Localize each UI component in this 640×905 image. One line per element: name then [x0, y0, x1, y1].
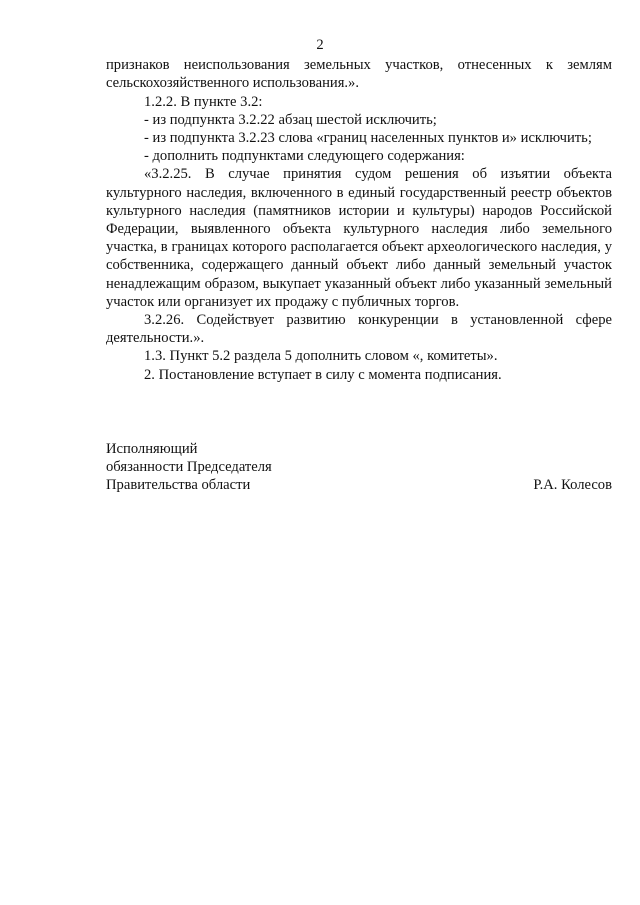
paragraph-1-2-2: 1.2.2. В пункте 3.2:	[144, 93, 263, 110]
signature-title-line1: Исполняющий	[106, 440, 198, 457]
paragraph-continuation: признаков неиспользования земельных участков, отнесенных к землям сельскохозяйственного использования.».	[106, 57, 612, 92]
paragraph-3-2-26: 3.2.26. Содействует развитию конкуренции в установленной сфере деятельности.».	[106, 312, 612, 347]
page-number: 2	[316, 37, 324, 53]
document-body	[106, 56, 612, 384]
paragraph-bullet-3-2-22: - из подпункта 3.2.22 абзац шестой исключить;	[144, 111, 437, 128]
paragraph-bullet-add: - дополнить подпунктами следующего содержания:	[144, 148, 465, 165]
signature-title-line3: Правительства области	[106, 477, 251, 494]
signatory-name: Р.А. Колесов	[533, 477, 612, 494]
paragraph-bullet-3-2-23: - из подпункта 3.2.23 слова «границ населенных пунктов и» исключить;	[144, 130, 592, 147]
paragraph-2: 2. Постановление вступает в силу с момента подписания.	[144, 366, 502, 383]
signature-row	[106, 476, 612, 494]
signature-title-line2: обязанности Председателя	[106, 459, 272, 476]
signature-block	[106, 440, 612, 495]
paragraph-1-3: 1.3. Пункт 5.2 раздела 5 дополнить словом «, комитеты».	[144, 348, 498, 365]
paragraph-3-2-25: «3.2.25. В случае принятия судом решения об изъятии объекта культурного наследия, включенного в единый государственный реестр объектов культурного наследия (памятников истории и культуры) народов Российской Федерации, выявленного объекта культурного наследия либо земельного участка, в границах которого располагается объект археологического наследия, у собственника, содержащего данный объект либо данный земельный участок ненадлежащим образом, выкупает указанный объект либо указанный земельный участок или организует их продажу с публичных торгов.	[106, 166, 612, 310]
